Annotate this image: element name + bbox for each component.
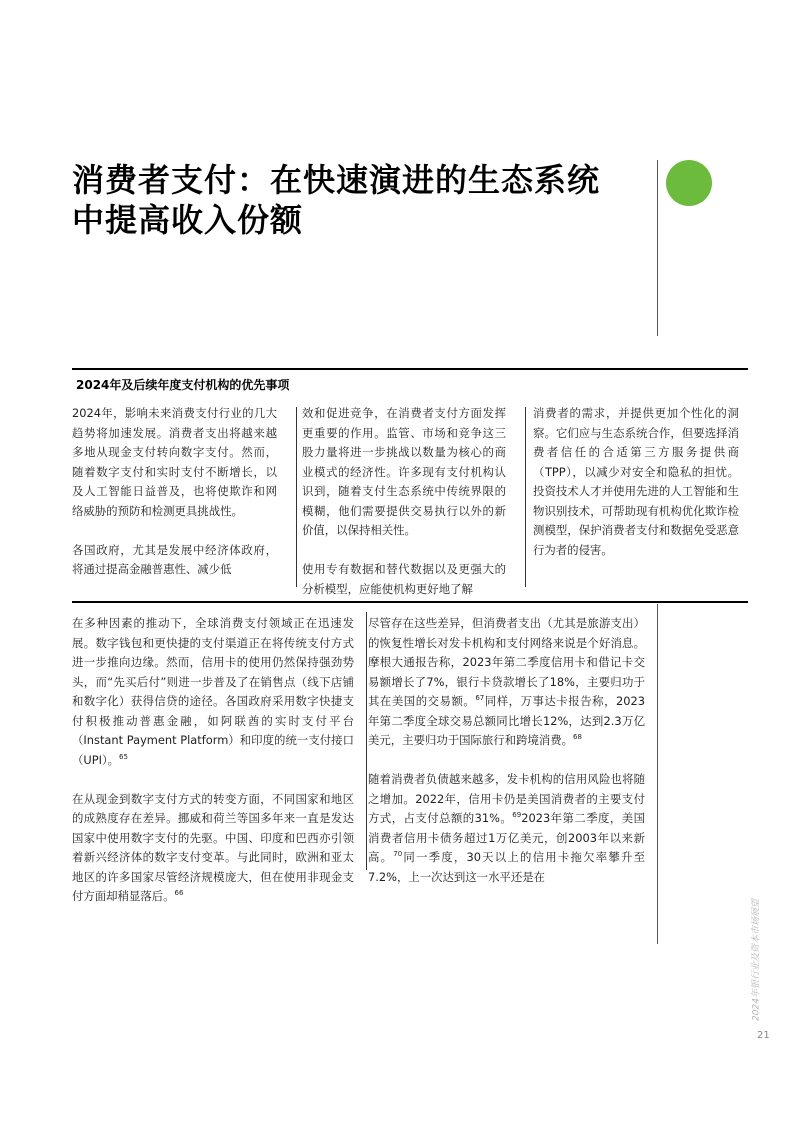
- paragraph: 2024年，影响未来消费支付行业的几大趋势将加速发展。消费者支出将越来越多地从现金支付转向数字支付。然而，随着数字支付和实时支付不断增长，以及人工智能日益普及，也将使欺诈和网络威胁的预防和检测更具挑战性。: [72, 406, 277, 518]
- footnote-ref: 67: [475, 694, 485, 703]
- sidebar-text: 2024年银行业及资本市场展望: [751, 899, 762, 1021]
- footnote-ref: 65: [119, 752, 128, 761]
- paragraph: 随着消费者负债越来越多，发卡机构的信用风险也将随之增加。2022年，信用卡仍是美国消费者的主要支付方式，占支付总额的31%。$^{69}$2023年第二季度，美国消费者信用卡债务超过1万亿美元，创2003年以来新高。$^{70}$同一季度，30天以上的信用卡拖欠率攀升至7.2%，上一次达到这一水平还是在: [368, 772, 645, 884]
- paragraph: 在从现金到数字支付方式的转变方面，不同国家和地区的成熟度存在差异。挪威和荷兰等国多年来一直是发达国家中使用数字支付的先驱。中国、印度和巴西亦引领着新兴经济体的数字支付变革。与此同时，欧洲和亚太地区的许多国家尽管经济规模庞大，但在使用非现金支付方面却稍显落后。$^{66}$: [72, 791, 354, 903]
- column-divider: [525, 407, 526, 587]
- page-title: 消费者支付：在快速演进的生态系统中提高收入份额: [72, 161, 601, 239]
- footnote-ref: 70: [393, 850, 403, 859]
- paragraph: 效和促进竞争，在消费者支付方面发挥更重要的作用。监管、市场和竞争这三股力量将进一步挑战以数量为核心的商业模式的经济性。许多现有支付机构认识到，随着支付生态系统中传统界限的模糊，他们需要提供交易执行以外的新价值，以保持相关性。: [302, 406, 506, 537]
- green-circle-icon: [666, 160, 712, 206]
- top-column-2: [302, 404, 506, 619]
- section-top-rule: [72, 368, 748, 370]
- bottom-column-1: [72, 614, 354, 926]
- section-mid-rule: [72, 601, 748, 603]
- paragraph: 消费者的需求，并提供更加个性化的洞察。它们应与生态系统合作，但要选择消费者信任的合适第三方服务提供商（TPP），以减少对安全和隐私的担忧。投资技术人才并使用先进的人工智能和生物识别技术，可帮助现有机构优化欺诈检测模型，保护消费者支付和数据免受恶意行为者的侵害。: [533, 406, 739, 557]
- footnote-ref: 66: [174, 889, 184, 898]
- paragraph: 尽管存在这些差异，但消费者支出（尤其是旅游支出）的恢复性增长对发卡机构和支付网络来说是个好消息。摩根大通报告称，2023年第二季度信用卡和借记卡交易额增长了7%，银行卡贷款增长了18%，主要归功于其在美国的交易额。$^{67}$同样，万事达卡报告称，2023年第二季度全球交易总额同比增长12%，达到2.3万亿美元，主要归功于国际旅行和跨境消费。$^{68}$: [368, 616, 645, 747]
- sidebar-label: [747, 899, 763, 1021]
- section-title: 2024年及后续年度支付机构的优先事项: [76, 378, 290, 392]
- column-divider: [366, 612, 367, 870]
- footnote-ref: 69: [512, 811, 522, 820]
- paragraph: 在多种因素的推动下，全球消费支付领域正在迅速发展。数字钱包和更快捷的支付渠道正在将传统支付方式进一步推向边缘。然而，信用卡的使用仍然保持强劲势头，而“先买后付”则进一步普及了在销售点（线下店铺和数字化）获得信贷的途径。各国政府采用数字快捷支付积极推动普惠金融，如阿联酋的实时支付平台（Instant Payment Platform）和印度的统一支付接口（UPI）。$^{65}$: [72, 616, 354, 767]
- page-number: 21: [757, 1030, 770, 1041]
- column-divider: [296, 407, 297, 587]
- paragraph: 使用专有数据和替代数据以及更强大的分析模型，应能使机构更好地了解: [302, 562, 506, 596]
- top-column-1: [72, 404, 277, 599]
- footnote-ref: 68: [573, 733, 582, 742]
- right-divider: [657, 604, 658, 944]
- bottom-column-2: [368, 614, 645, 907]
- top-column-3: [533, 404, 739, 580]
- title-divider: [657, 160, 658, 336]
- paragraph: 各国政府，尤其是发展中经济体政府，将通过提高金融普惠性、减少低: [72, 542, 277, 576]
